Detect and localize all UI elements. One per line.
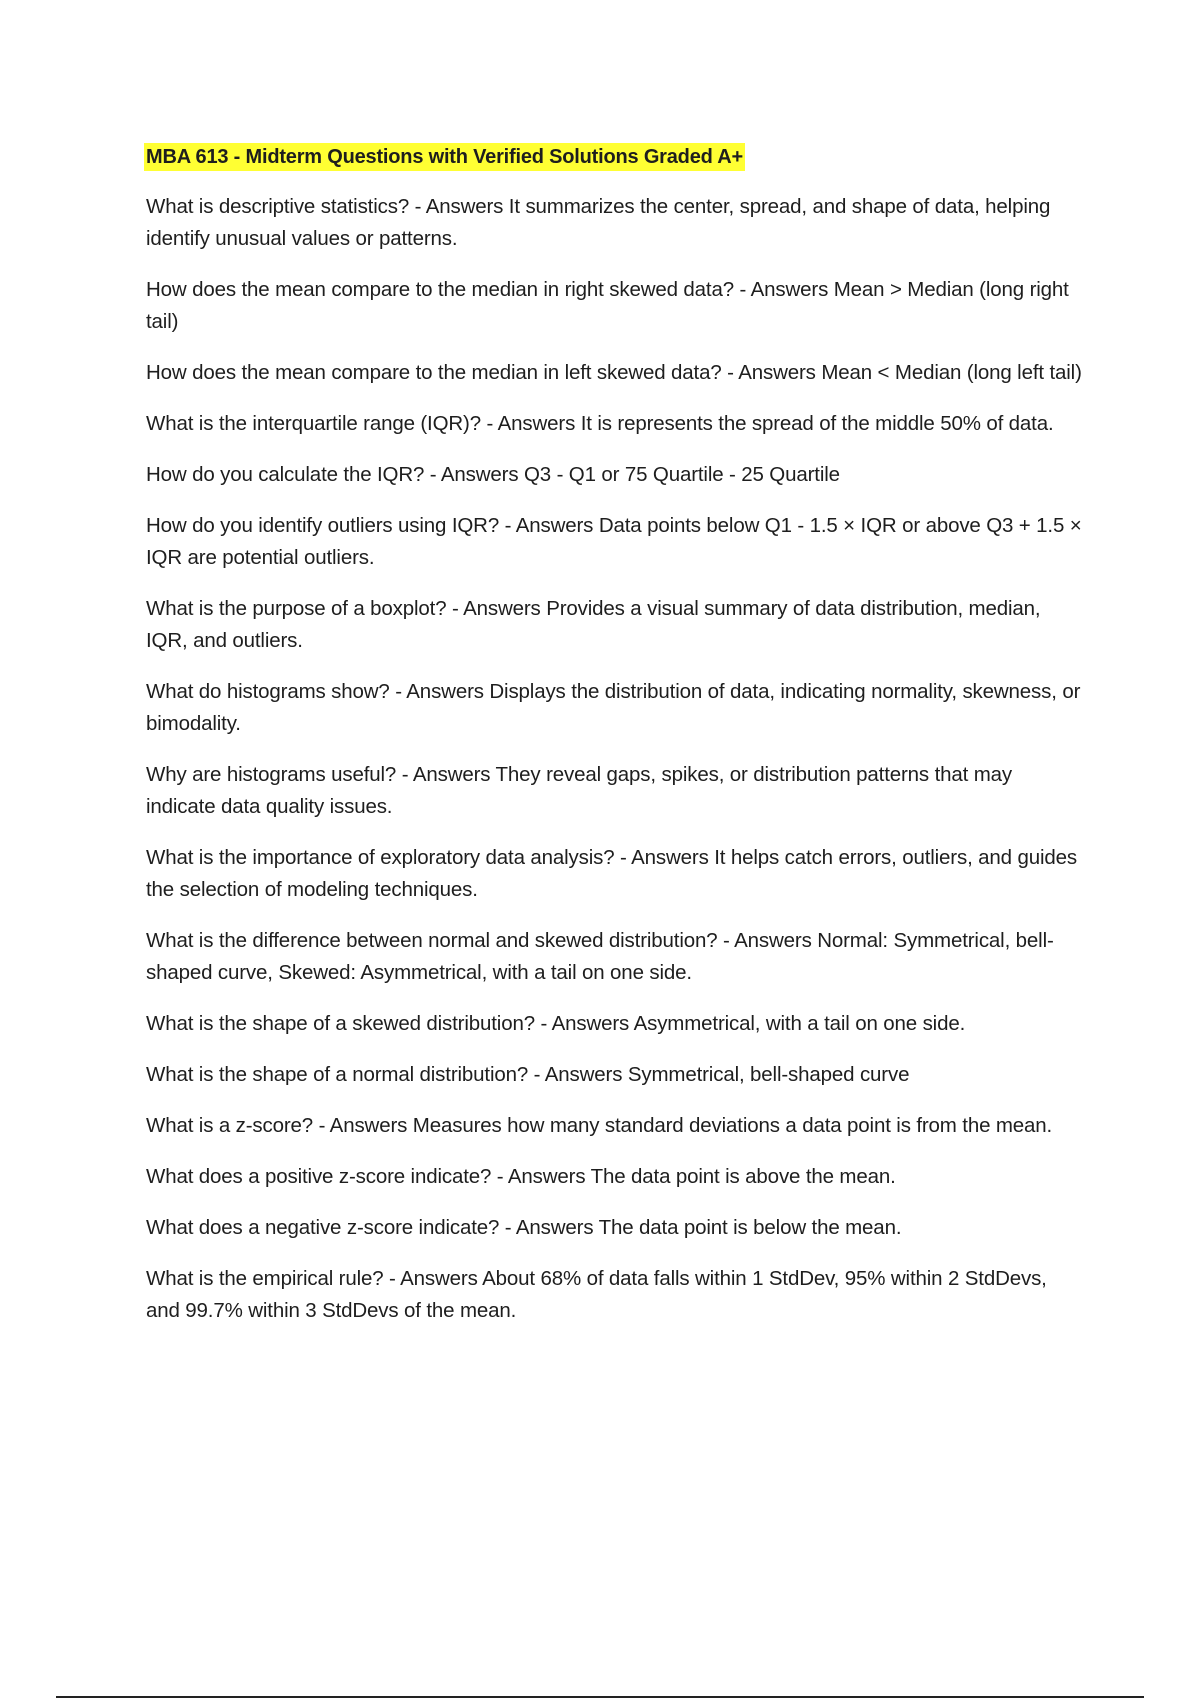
qa-entry: How does the mean compare to the median in left skewed data? - Answers Mean < Median (long left tail) <box>146 361 1082 384</box>
qa-entry: How do you calculate the IQR? - Answers Q3 - Q1 or 75 Quartile - 25 Quartile <box>146 463 840 486</box>
qa-entry: What is descriptive statistics? - Answers It summarizes the center, spread, and shape of data, helping identify unusual values or patterns. <box>146 195 1051 250</box>
qa-entry: What does a negative z-score indicate? - Answers The data point is below the mean. <box>146 1216 902 1239</box>
qa-entry: What is the purpose of a boxplot? - Answers Provides a visual summary of data distribution, median, IQR, and outliers. <box>146 597 1041 652</box>
document-title: MBA 613 - Midterm Questions with Verified Solutions Graded A+ <box>144 143 745 171</box>
qa-entry: What does a positive z-score indicate? - Answers The data point is above the mean. <box>146 1165 896 1188</box>
qa-entry: What is the empirical rule? - Answers About 68% of data falls within 1 StdDev, 95% within 2 StdDevs, and 99.7% within 3 StdDevs of the mean. <box>146 1267 1047 1322</box>
qa-entry: What is the importance of exploratory data analysis? - Answers It helps catch errors, outliers, and guides the selection of modeling techniques. <box>146 846 1077 901</box>
document-content <box>146 143 1086 1346</box>
qa-entry: What is the difference between normal and skewed distribution? - Answers Normal: Symmetrical, bell-shaped curve, Skewed: Asymmetrical, with a tail on one side. <box>146 929 1054 984</box>
qa-entry: How do you identify outliers using IQR? - Answers Data points below Q1 - 1.5 × IQR or above Q3 + 1.5 × IQR are potential outliers. <box>146 514 1082 569</box>
qa-entry: What is a z-score? - Answers Measures how many standard deviations a data point is from the mean. <box>146 1114 1053 1137</box>
qa-entry: Why are histograms useful? - Answers They reveal gaps, spikes, or distribution patterns that may indicate data quality issues. <box>146 763 1012 818</box>
qa-entry: How does the mean compare to the median in right skewed data? - Answers Mean > Median (long right tail) <box>146 278 1069 333</box>
page-bottom-divider <box>56 1696 1144 1698</box>
qa-entry: What do histograms show? - Answers Displays the distribution of data, indicating normality, skewness, or bimodality. <box>146 680 1081 735</box>
qa-entry: What is the shape of a skewed distribution? - Answers Asymmetrical, with a tail on one side. <box>146 1012 966 1035</box>
qa-entry: What is the interquartile range (IQR)? - Answers It is represents the spread of the middle 50% of data. <box>146 412 1054 435</box>
qa-entry: What is the shape of a normal distribution? - Answers Symmetrical, bell-shaped curve <box>146 1063 910 1086</box>
